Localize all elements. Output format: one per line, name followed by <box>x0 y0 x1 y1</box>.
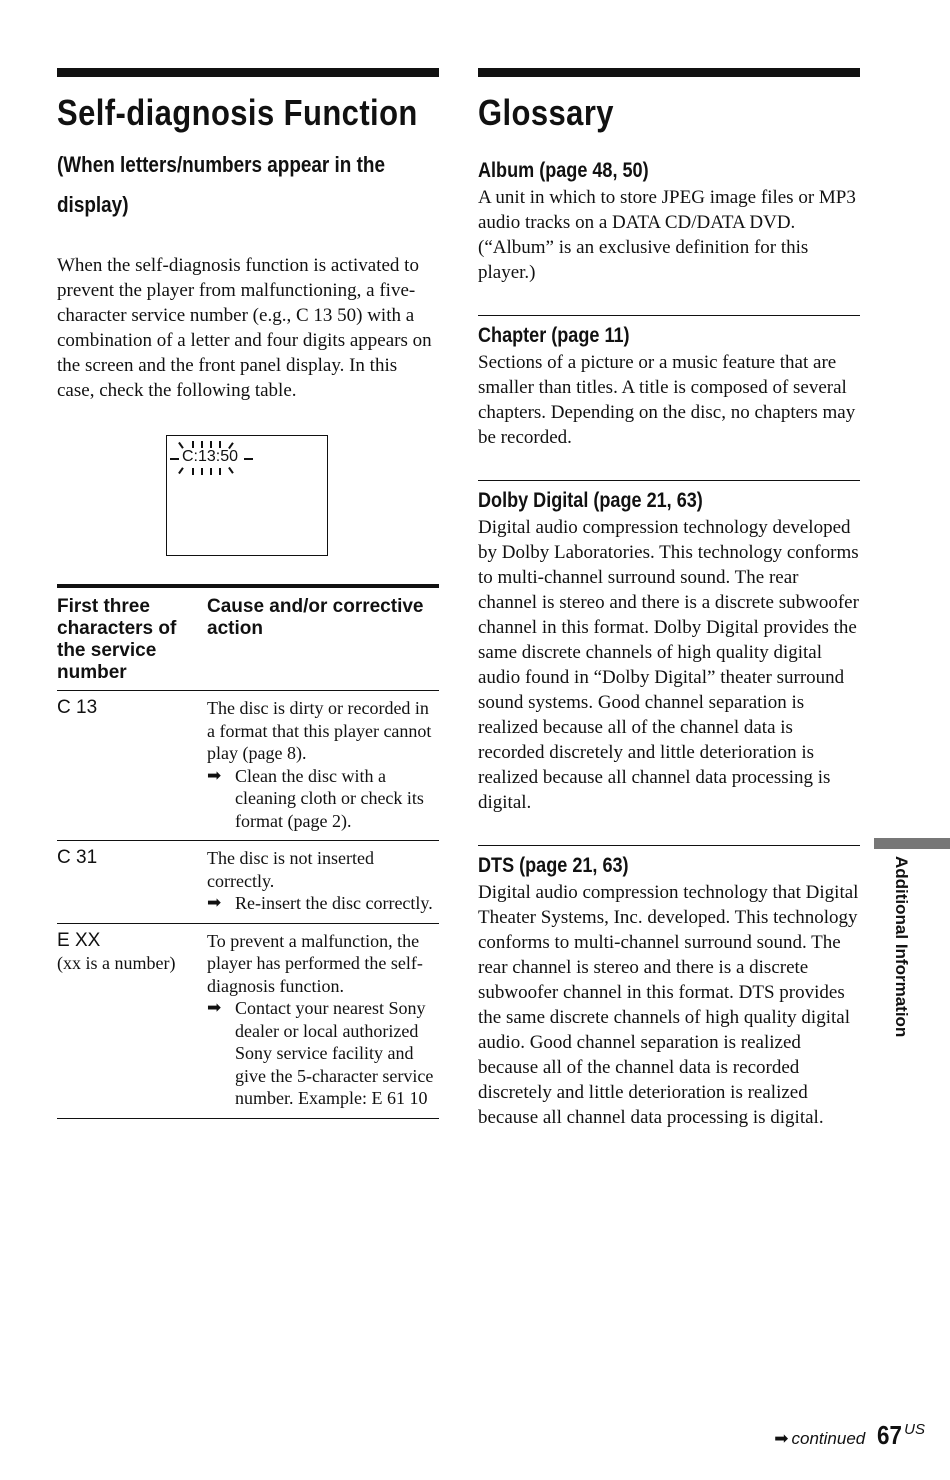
page-number: 67 <box>877 1420 903 1450</box>
arrow-right-icon: ➡ <box>207 893 222 913</box>
section-title: Self-diagnosis Function <box>57 92 418 133</box>
display-illustration <box>166 435 328 556</box>
glossary-entry <box>478 315 860 450</box>
blink-ray <box>244 458 253 460</box>
section-rule <box>478 68 860 77</box>
column-header-code: First three characters of the service number <box>57 586 207 691</box>
arrow-right-icon: ➡ <box>207 998 222 1018</box>
side-label-text: Additional Information <box>892 856 911 1038</box>
blink-ray <box>210 441 212 448</box>
blink-ray <box>192 468 194 475</box>
section-subtitle: (When letters/numbers appear in the display) <box>57 152 386 217</box>
action-text: Re-insert the disc correctly. <box>235 893 433 913</box>
cause-cell <box>207 841 439 924</box>
blink-ray <box>219 468 221 475</box>
code-note: (xx is a number) <box>57 953 176 973</box>
blink-ray <box>219 441 221 448</box>
glossary-entry <box>478 480 860 815</box>
table-row <box>57 923 439 1118</box>
arrow-right-icon: ➡ <box>774 1429 789 1449</box>
table-row <box>57 691 439 841</box>
glossary-entry <box>478 157 860 285</box>
column-header-cause: Cause and/or corrective action <box>207 586 439 691</box>
action-text: Clean the disc with a cleaning cloth or check its format (page 2). <box>235 765 424 831</box>
cause-cell <box>207 923 439 1118</box>
glossary-term: Dolby Digital (page 21, 63) <box>478 489 703 512</box>
code-cell <box>57 841 207 924</box>
diagnosis-table <box>57 584 439 1119</box>
section-rule <box>57 68 439 77</box>
action-item <box>207 765 439 833</box>
cause-cell <box>207 691 439 841</box>
glossary-definition: Sections of a picture or a music feature that are smaller than titles. A title is composed of several chapters. Depending on the disc, no chapters may be recorded. <box>478 352 856 448</box>
action-item <box>207 892 439 915</box>
action-text: Contact your nearest Sony dealer or local authorized Sony service facility and give the 5-character service number. Example: E 61 10 <box>235 998 434 1108</box>
blink-ray <box>170 458 179 460</box>
display-code: C:13:50 <box>182 448 239 465</box>
blink-ray <box>201 441 203 448</box>
table-row <box>57 841 439 924</box>
blink-ray <box>210 468 212 475</box>
service-code: E XX <box>57 929 101 951</box>
cause-text: To prevent a malfunction, the player has performed the self-diagnosis function. <box>207 930 423 996</box>
glossary-term: Album (page 48, 50) <box>478 159 649 182</box>
left-column <box>57 68 439 1108</box>
glossary-entry <box>478 845 860 1130</box>
blink-ray <box>228 467 233 474</box>
glossary-definition: Digital audio compression technology that Digital Theater Systems, Inc. developed. This technology conforms to multi-channel surround sound. The rear channel is stereo and there is a discrete subwoofer channel in this format. DTS provides the same discrete channels of high quality digital audio. Good channel separation is realized because all of the channel data is recorded discretely and little deterioration is realized because all channel data processing is digital. <box>478 882 859 1128</box>
table-header-row <box>57 586 439 691</box>
service-code: C 13 <box>57 697 98 718</box>
blink-ray <box>201 468 203 475</box>
continued-label: continued <box>791 1429 866 1448</box>
glossary-definition: A unit in which to store JPEG image files or MP3 audio tracks on a DATA CD/DATA DVD. (“Album” is an exclusive definition for this player.) <box>478 187 856 283</box>
arrow-right-icon: ➡ <box>207 765 222 786</box>
code-cell <box>57 691 207 841</box>
blink-ray <box>192 441 194 448</box>
glossary-term: Chapter (page 11) <box>478 324 630 347</box>
code-cell <box>57 923 207 1118</box>
glossary-term: DTS (page 21, 63) <box>478 854 629 877</box>
action-item <box>207 997 439 1110</box>
page-region-suffix: US <box>904 1421 925 1438</box>
side-section-label <box>893 856 913 1046</box>
cause-text: The disc is dirty or recorded in a format that this player cannot play (page 8). <box>207 698 432 763</box>
cause-text: The disc is not inserted correctly. <box>207 848 374 891</box>
blink-ray <box>178 467 183 474</box>
page-footer <box>774 1420 925 1451</box>
section-tab-marker <box>874 838 950 849</box>
right-column <box>478 68 860 1130</box>
glossary-title: Glossary <box>478 92 614 133</box>
intro-paragraph: When the self-diagnosis function is activated to prevent the player from malfunctioning, a five-character service number (e.g., C 13 50) with a combination of a letter and four digits appears on the screen and the front panel display. In this case, check the following table. <box>57 255 432 401</box>
glossary-definition: Digital audio compression technology developed by Dolby Laboratories. This technology conforms to multi-channel surround sound. The rear channel is stereo and there is a discrete subwoofer channel in this format. Dolby Digital provides the same discrete channels of high quality digital audio found in “Dolby Digital” theater surround sound systems. Good channel separation is realized because all of the channel data is recorded discretely and little deterioration is realized because all channel data processing is digital. <box>478 517 859 813</box>
service-code: C 31 <box>57 847 98 868</box>
